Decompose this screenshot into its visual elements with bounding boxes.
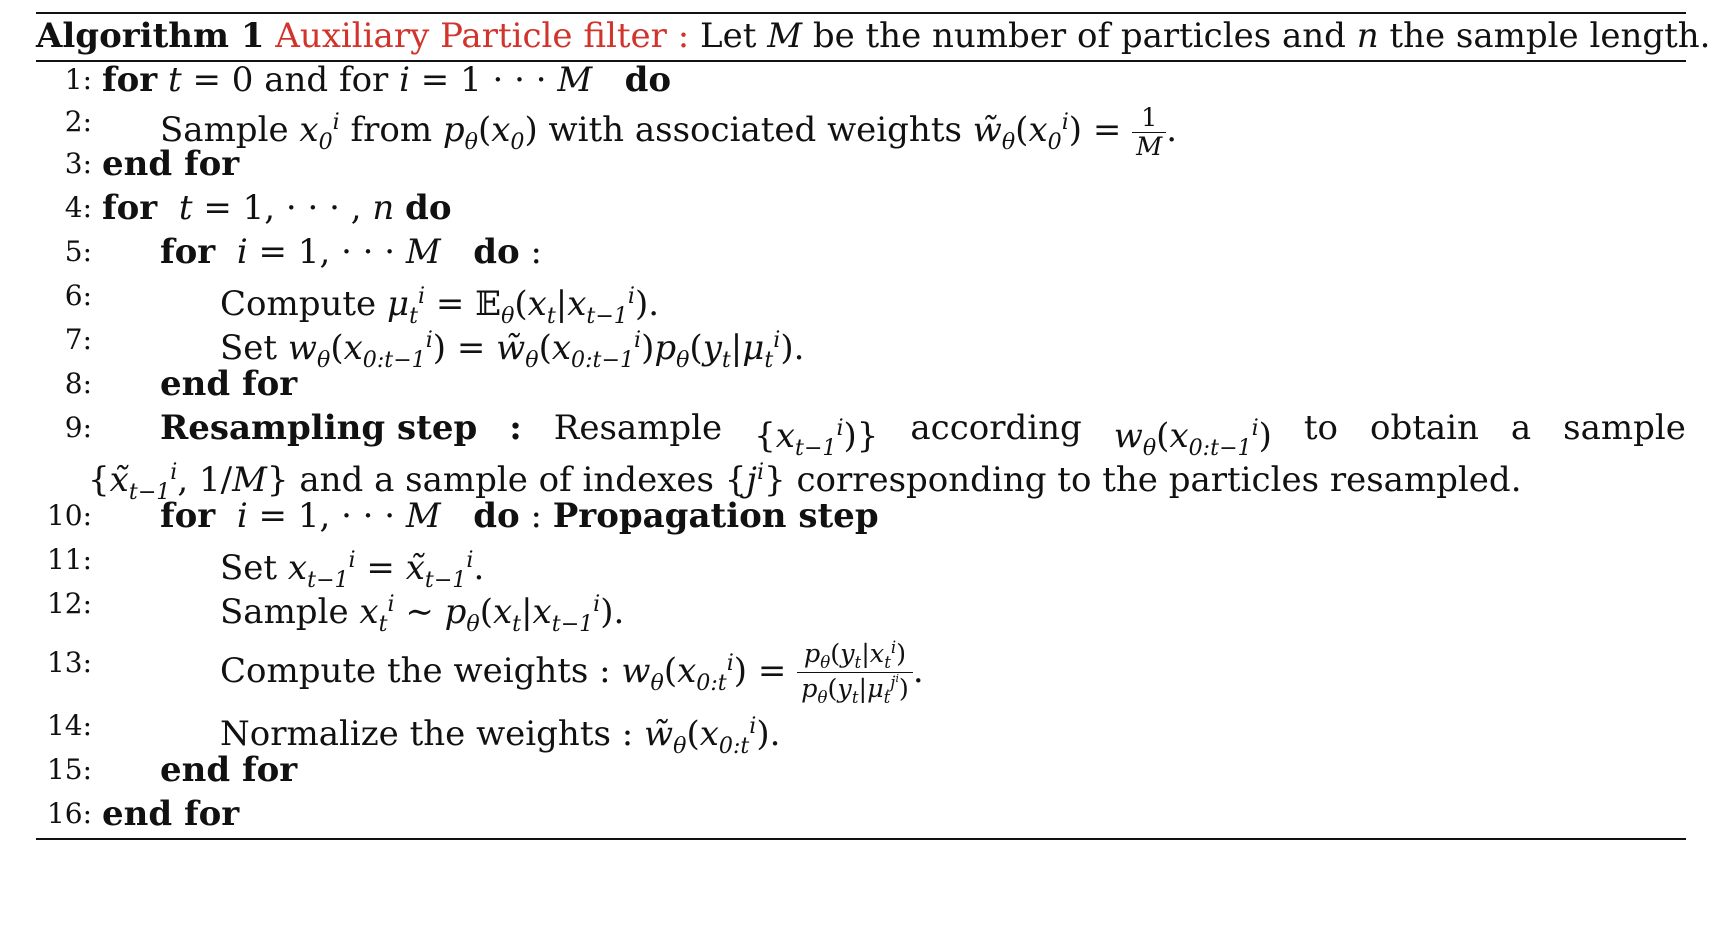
algo-line-2 xyxy=(36,100,1686,162)
algo-line-9-cont xyxy=(36,450,1686,505)
algo-line-9 xyxy=(36,406,1686,461)
algo-line-16 xyxy=(36,792,1686,836)
line-number: 10: xyxy=(46,499,92,532)
line-number: 7: xyxy=(64,323,92,356)
line-number: 11: xyxy=(46,543,92,576)
line-code: {$x̃_{t-1}^i$, 1/M} and a sample of indexes $\{j^i\}$ corresponding to the particles resampled. xyxy=(88,459,1522,505)
algo-line-6 xyxy=(36,274,1686,329)
algorithm-caption xyxy=(36,14,1710,58)
line-code: Normalize the weights : $w̃_\theta(x_{0:t}^i)$. xyxy=(220,713,781,759)
algo-line-8 xyxy=(36,362,1686,406)
algo-line-3 xyxy=(36,142,1686,186)
algo-line-12 xyxy=(36,582,1686,637)
line-code: Resampling step : Resample $\{x_{t-1}^i)$} according $w_\theta(x_{0:t-1}^i)$ to obtain a sample xyxy=(160,406,1686,470)
line-code: Set $x_{t-1}^i$ = $x̃_{t-1}^i$. xyxy=(220,547,485,593)
line-code: Sample $x_0^i$ from $p_\theta(x_0)$ with associated weights $w̃_\theta(x_0^i)$ = $\frac{1}{M}$ . xyxy=(160,102,1178,162)
fraction: $\frac{1}{M}$ xyxy=(1132,104,1166,161)
algorithm-label: Algorithm 1 xyxy=(36,16,265,56)
propagation-step-label: Propagation step xyxy=(552,496,879,536)
line-number: 12: xyxy=(46,587,92,620)
line-code: for i = 1, · · · M do : xyxy=(160,232,542,272)
line-number: 8: xyxy=(64,367,92,400)
line-number: 4: xyxy=(64,191,92,224)
line-code: Compute the weights : $w_\theta(x_{0:t}^i)$ = $\frac{p_\theta(y_t|x_t^i)}{p_\theta(y_t|\mu_t^{j^i})}$ . xyxy=(220,638,924,707)
line-code: Set $w_\theta(x_{0:t-1}^i)$ = $w̃_\theta(x_{0:t-1}^i)p_\theta(y_t|\mu_t^i)$. xyxy=(220,327,805,373)
line-code: end for xyxy=(102,794,240,834)
line-code: for i = 1, · · · M do : Propagation step xyxy=(160,496,879,536)
algo-line-11 xyxy=(36,538,1686,593)
line-code: for t = 0 and for i = 1 · · · M do xyxy=(102,60,672,100)
bottom-rule xyxy=(36,838,1686,840)
line-number: 6: xyxy=(64,279,92,312)
line-number: 14: xyxy=(46,709,92,742)
algorithm-name: Auxiliary Particle filter : xyxy=(275,16,690,56)
algo-line-7 xyxy=(36,318,1686,373)
line-number: 1: xyxy=(64,63,92,96)
resampling-step-label: Resampling step xyxy=(160,408,478,448)
algo-line-10 xyxy=(36,494,1686,538)
line-number: 9: xyxy=(64,411,92,444)
line-number: 13: xyxy=(46,646,92,679)
line-code: end for xyxy=(160,364,298,404)
algo-line-5 xyxy=(36,230,1686,274)
line-code: Sample $x_t^i$ ∼ $p_\theta(x_t|x_{t-1}^i)$. xyxy=(220,591,625,637)
line-number: 5: xyxy=(64,235,92,268)
algo-line-13 xyxy=(36,628,1686,707)
line-code: end for xyxy=(102,144,240,184)
algo-line-15 xyxy=(36,748,1686,792)
line-number: 2: xyxy=(64,105,92,138)
algo-line-1 xyxy=(36,58,1686,102)
algo-line-4 xyxy=(36,186,1686,230)
line-number: 16: xyxy=(46,797,92,830)
line-code: for t = 1, · · · , n do xyxy=(102,188,452,228)
line-number: 3: xyxy=(64,147,92,180)
algo-line-14 xyxy=(36,704,1686,759)
line-code: end for xyxy=(160,750,298,790)
algorithm-block xyxy=(36,0,1711,936)
line-number: 15: xyxy=(46,753,92,786)
algorithm-description: Let M be the number of particles and n the sample length. xyxy=(700,16,1711,56)
line-code: Compute $\mu_t^i$ = $𝔼_\theta(x_t|x_{t-1}^i)$. xyxy=(220,283,660,329)
weight-fraction: $\frac{p_\theta(y_t|x_t^i)}{p_\theta(y_t|\mu_t^{j^i})}$ xyxy=(797,639,913,707)
